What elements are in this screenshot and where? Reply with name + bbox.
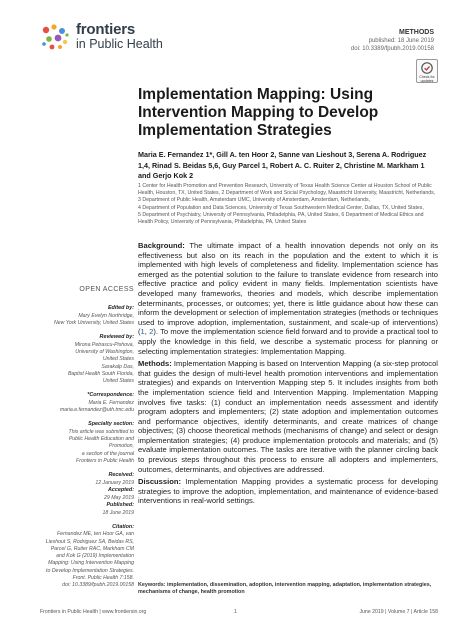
logo-dot [55,35,62,42]
keywords-label: Keywords: [138,582,166,588]
logo-dot [50,45,55,50]
citation-line: Front. Public Health 7:158. [72,574,134,581]
abstract-methods [138,359,438,474]
abstract [138,241,438,509]
footer-journal-link[interactable]: Frontiers in Public Health | www.frontiersin.org [40,609,147,615]
background-text: ). To move the implementation science field forward and to provide a practical tool to apply the knowledge in this field, we describe a systematic process for planning or selecting implementation strategies: Implementation Mapping. [138,327,438,356]
specialty-line: a section of the journal [81,450,134,457]
logo-dot [43,27,49,33]
edited-by-block [44,305,134,327]
citation-line: Parcel G, Ruiter RAC, Markham CM [50,545,134,552]
logo-dot [42,42,46,46]
affiliation-1: 1 Center for Health Promotion and Prevention Research, University of Texas Health Science Center at Houston School of Public Health, Houston, TX, United States, 2 Department of Work and Social Psychology, Maastricht University, Maastricht, Netherlands, 3 Department of Public Health, Amsterdam UMC, University of Amsterdam, Amsterdam, Netherlands, [138,183,436,204]
abstract-background [138,241,438,356]
article-meta [351,29,434,53]
keywords [138,582,438,596]
specialty-line: Promotion, [108,443,134,450]
affiliations [138,183,438,226]
reviewed-by-block [44,334,134,385]
affiliation-3: 5 Department of Psychiatry, University of Pennsylvania, Philadelphia, PA, United States, 6 Department of Medical Ethics and Health Policy, University of Pennsylvania, Philadelphia, PA, United States [138,211,424,226]
methods-heading: Methods: [138,359,172,369]
citation-line: Lieshout S, Rodriguez SA, Beidas RS, [45,538,134,545]
logo-dot [51,24,56,29]
journal-name: in Public Health [76,37,163,51]
frontiers-dots-icon [40,22,70,52]
specialty-block [44,421,134,465]
published-label: Published: [106,501,134,508]
check-for-updates-icon [421,62,433,74]
logo-dot [65,33,68,36]
discussion-text: Implementation Mapping provides a systematic process for developing strategies to improve the adoption, implementation, and maintenance of evidence-based interventions in real-world settings. [138,477,438,506]
editor-line: New York University, United States [54,320,134,327]
check-for-updates-label: Check for updates [419,75,435,83]
affiliation-2: 4 Department of Population and Data Sciences, University of Texas Southwestern Medical Center, Dallas, TX, United States, [138,204,424,211]
reviewer-line: Sarakalp Das, [101,363,134,370]
page-number: 1 [234,609,237,615]
citation-line[interactable]: doi: 10.3389/fpubh.2019.00158 [62,581,134,588]
reference-link[interactable]: 1 [140,327,145,337]
reference-separator: , [144,327,150,337]
discussion-heading: Discussion: [138,477,182,487]
published-date: published: 18 June 2019 [368,38,434,44]
reviewer-line: Baptist Health South Florida, [67,370,134,377]
doi[interactable]: doi: 10.3389/fpubh.2019.00158 [350,46,434,52]
frontiers-logo[interactable] [40,20,200,54]
reviewer-line: United States [102,378,134,385]
citation-line: to Develop Implementation Strategies. [46,567,134,574]
keywords-text: implementation, dissemination, adoption, intervention mapping, adaptation, implementation strategies, mechanisms of change, health promotion [138,582,432,596]
citation-line: Fernandez ME, ten Hoor GA, van [57,531,134,538]
citation-block [44,524,134,589]
author-list: Maria E. Fernandez 1*, Gill A. ten Hoor 2, Sanne van Lieshout 3, Serena A. Rodriguez 1,4, Rinad S. Beidas 5,6, Guy Parcel 1, Robert A. C. Ruiter 2, Christine M. Markham 1 and Gerjo Kok 2 [138,150,427,180]
background-text: The ultimate impact of a health innovation depends not only on its effectiveness but also on its reach in the population and the extent to which it is implemented with high levels of completeness and fidelity. Implementation science has emerged as the potential solution to the failure to translate evidence from research into effective practice and policy evident in many fields. Implementation scientists have developed many frameworks, theories and models, which describe implementation determinants, processes, or outcomes; yet, there is little guidance about how these can inform the development or selection of implementation strategies (methods or techniques used to improve adoption, implementation, sustainment, and scale-up of interventions) ( [138,241,438,337]
brand-name: frontiers [76,21,136,38]
background-heading: Background: [138,241,185,250]
reviewer-line: Mirona Petrascu-Pishova, [74,342,134,349]
correspondence-email[interactable]: maria.e.fernandez@uth.tmc.edu [59,407,134,414]
open-access-label: OPEN ACCESS [79,286,134,293]
specialty-line: Public Health Education and [68,436,134,443]
citation-line: Mapping: Using Intervention Mapping [48,560,134,567]
specialty-label: Specialty section: [88,421,134,428]
logo-dot [46,36,52,42]
footer-issue-info: June 2019 | Volume 7 | Article 158 [359,609,438,615]
accepted-date: 29 May 2019 [104,494,134,501]
abstract-discussion [138,477,438,506]
methods-text: Implementation Mapping is based on Intervention Mapping (a six-step protocol that guides the design of multi-level health promotion interventions and implementation strategies) and expands on Intervention Mapping step 5. It includes insights from both the implementation science field and Intervention Mapping. Implementation Mapping involves five tasks: (1) conduct an implementation needs assessment and identify program adopters and implementers; (2) state adoption and implementation outcomes and performance objectives, identify determinants, and create matrices of change objectives; (3) choose theoretical methods (mechanisms of change) and select or design implementation strategies; (4) produce implementation protocols and materials; and (5) evaluate implementation outcomes. The tasks are iterative with the planner circling back to previous steps throughout this process to ensure all adopters and implementers, outcomes, determinants, and objectives are addressed. [138,359,438,474]
article-title: Implementation Mapping: Using Intervention Mapping to Develop Implementation Strategies [138,86,379,139]
received-date: 12 January 2019 [95,479,134,486]
logo-dot [59,28,65,34]
correspondence-name: Maria E. Fernandez [88,399,134,406]
article-info-sidebar [44,286,134,596]
accepted-label: Accepted: [107,486,134,493]
published-date-sidebar: 18 June 2019 [102,509,134,516]
reviewer-line: University of Washington, [75,349,134,356]
edited-by-label: Edited by: [107,305,134,312]
citation-line: and Kok G (2019) Implementation [56,553,134,560]
logo-dot [58,45,62,49]
specialty-line: This article was submitted to [68,429,134,436]
reviewed-by-label: Reviewed by: [99,334,134,341]
article-type: METHODS [399,29,434,36]
reference-link[interactable]: 2 [149,327,154,337]
check-for-updates-button[interactable] [416,59,438,83]
citation-label: Citation: [112,523,134,530]
correspondence-block [44,392,134,414]
reviewer-line: United States [102,356,134,363]
logo-dot [63,40,67,44]
correspondence-label: *Correspondence: [87,392,134,399]
dates-block [44,472,134,517]
specialty-line: Frontiers in Public Health [76,457,134,464]
editor-line: Mary Evelyn Northridge, [78,312,134,319]
received-label: Received: [108,472,134,479]
